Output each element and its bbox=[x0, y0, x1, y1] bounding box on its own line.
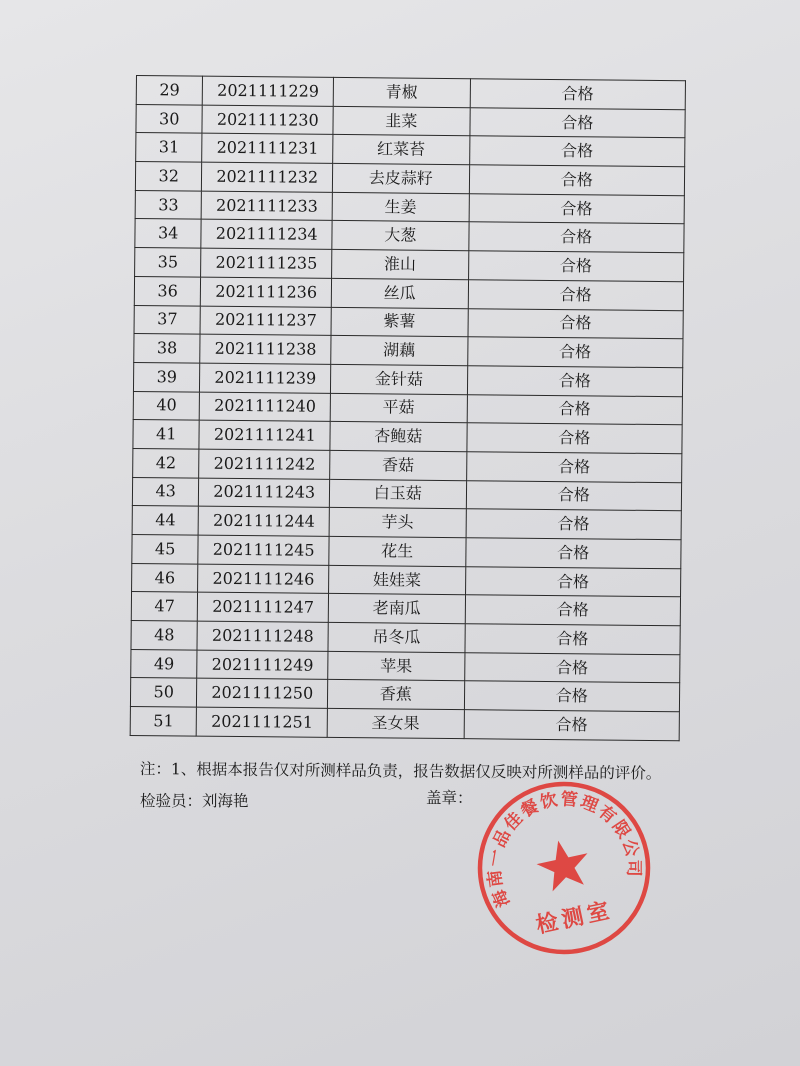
stamp-label: 盖章： bbox=[426, 789, 473, 807]
sample-name: 红菜苔 bbox=[333, 135, 470, 165]
test-result: 合格 bbox=[466, 452, 682, 483]
row-number: 30 bbox=[136, 104, 203, 133]
table-row bbox=[130, 707, 679, 741]
sample-code: 2021111249 bbox=[197, 650, 328, 680]
row-number: 35 bbox=[135, 248, 202, 277]
sample-code: 2021111247 bbox=[198, 592, 329, 622]
sample-name: 杏鲍菇 bbox=[330, 422, 467, 452]
row-number: 32 bbox=[135, 162, 202, 191]
test-result: 合格 bbox=[467, 394, 683, 425]
test-result: 合格 bbox=[464, 652, 680, 683]
sample-code: 2021111233 bbox=[202, 191, 333, 221]
test-result: 合格 bbox=[464, 710, 680, 741]
row-number: 48 bbox=[131, 621, 198, 650]
seal-center-text: 检测室 bbox=[533, 898, 616, 939]
sample-name: 紫薯 bbox=[331, 307, 468, 337]
row-number: 40 bbox=[133, 391, 200, 420]
sample-name: 老南瓜 bbox=[328, 594, 465, 624]
sample-code: 2021111238 bbox=[200, 334, 331, 364]
test-result: 合格 bbox=[465, 566, 681, 597]
sample-name: 圣女果 bbox=[327, 708, 464, 738]
row-number: 49 bbox=[131, 649, 198, 678]
row-number: 36 bbox=[134, 276, 201, 305]
row-number: 47 bbox=[131, 592, 198, 621]
test-result: 合格 bbox=[469, 107, 685, 138]
sample-name: 芋头 bbox=[329, 508, 466, 538]
test-result: 合格 bbox=[465, 624, 681, 655]
sample-name: 大葱 bbox=[332, 221, 469, 251]
test-result: 合格 bbox=[468, 251, 684, 282]
test-result: 合格 bbox=[469, 165, 685, 196]
sample-code: 2021111237 bbox=[200, 306, 331, 336]
row-number: 43 bbox=[132, 477, 199, 506]
sample-code: 2021111231 bbox=[202, 134, 333, 164]
sample-name: 韭菜 bbox=[333, 106, 470, 136]
sample-name: 花生 bbox=[329, 536, 466, 566]
sample-code: 2021111251 bbox=[197, 707, 328, 737]
sample-code: 2021111246 bbox=[198, 564, 329, 594]
sample-name: 吊冬瓜 bbox=[328, 622, 465, 652]
row-number: 39 bbox=[133, 362, 200, 391]
sample-code: 2021111250 bbox=[197, 679, 328, 709]
sample-name: 去皮蒜籽 bbox=[332, 163, 469, 193]
row-number: 29 bbox=[136, 76, 203, 105]
seal-ring-text: 海南一品佳餐饮管理有限公司 bbox=[484, 789, 644, 910]
inspector-line: 检验员：刘海艳 bbox=[140, 792, 249, 810]
row-number: 41 bbox=[133, 420, 200, 449]
test-result: 合格 bbox=[470, 79, 686, 110]
sample-name: 丝瓜 bbox=[331, 278, 468, 308]
row-number: 34 bbox=[135, 219, 202, 248]
sample-code: 2021111235 bbox=[201, 248, 332, 278]
sample-name: 香菇 bbox=[330, 450, 467, 480]
sample-code: 2021111241 bbox=[199, 420, 330, 450]
sample-name: 苹果 bbox=[328, 651, 465, 681]
sample-name: 娃娃菜 bbox=[329, 565, 466, 595]
star-icon bbox=[533, 835, 594, 893]
test-result: 合格 bbox=[466, 423, 682, 454]
sample-name: 白玉菇 bbox=[329, 479, 466, 509]
row-number: 44 bbox=[132, 506, 199, 535]
sample-code: 2021111245 bbox=[198, 535, 329, 565]
test-result: 合格 bbox=[464, 681, 680, 712]
company-seal bbox=[457, 761, 670, 974]
test-result: 合格 bbox=[468, 280, 684, 311]
row-number: 51 bbox=[130, 707, 197, 736]
sample-name: 香蕉 bbox=[327, 680, 464, 710]
row-number: 42 bbox=[133, 448, 200, 477]
sample-code: 2021111244 bbox=[199, 506, 330, 536]
footer-note: 注：1、根据本报告仅对所测样品负责，报告数据仅反映对所测样品的评价。 bbox=[139, 759, 662, 783]
test-result: 合格 bbox=[469, 136, 685, 167]
results-table-body bbox=[130, 76, 685, 741]
sample-name: 湖藕 bbox=[331, 336, 468, 366]
sample-code: 2021111243 bbox=[199, 478, 330, 508]
sample-code: 2021111236 bbox=[201, 277, 332, 307]
test-result: 合格 bbox=[467, 337, 683, 368]
test-result: 合格 bbox=[469, 193, 685, 224]
test-result: 合格 bbox=[467, 366, 683, 397]
sample-name: 生姜 bbox=[332, 192, 469, 222]
sample-name: 青椒 bbox=[333, 77, 470, 107]
row-number: 33 bbox=[135, 190, 202, 219]
row-number: 50 bbox=[130, 678, 197, 707]
row-number: 38 bbox=[134, 334, 201, 363]
test-result: 合格 bbox=[468, 308, 684, 339]
sample-code: 2021111230 bbox=[202, 105, 333, 135]
row-number: 37 bbox=[134, 305, 201, 334]
sample-code: 2021111242 bbox=[199, 449, 330, 479]
sample-code: 2021111234 bbox=[201, 220, 332, 250]
sample-code: 2021111248 bbox=[197, 621, 328, 651]
test-result: 合格 bbox=[466, 509, 682, 540]
sample-code: 2021111232 bbox=[202, 162, 333, 192]
sample-code: 2021111229 bbox=[203, 76, 334, 106]
sample-name: 淮山 bbox=[332, 250, 469, 280]
sample-name: 金针菇 bbox=[331, 364, 468, 394]
sample-code: 2021111240 bbox=[200, 392, 331, 422]
test-result: 合格 bbox=[468, 222, 684, 253]
row-number: 31 bbox=[136, 133, 203, 162]
test-result: 合格 bbox=[465, 595, 681, 626]
results-table bbox=[130, 75, 686, 741]
row-number: 46 bbox=[132, 563, 199, 592]
sample-code: 2021111239 bbox=[200, 363, 331, 393]
row-number: 45 bbox=[132, 534, 199, 563]
test-result: 合格 bbox=[465, 538, 681, 569]
test-result: 合格 bbox=[466, 480, 682, 511]
sample-name: 平菇 bbox=[330, 393, 467, 423]
